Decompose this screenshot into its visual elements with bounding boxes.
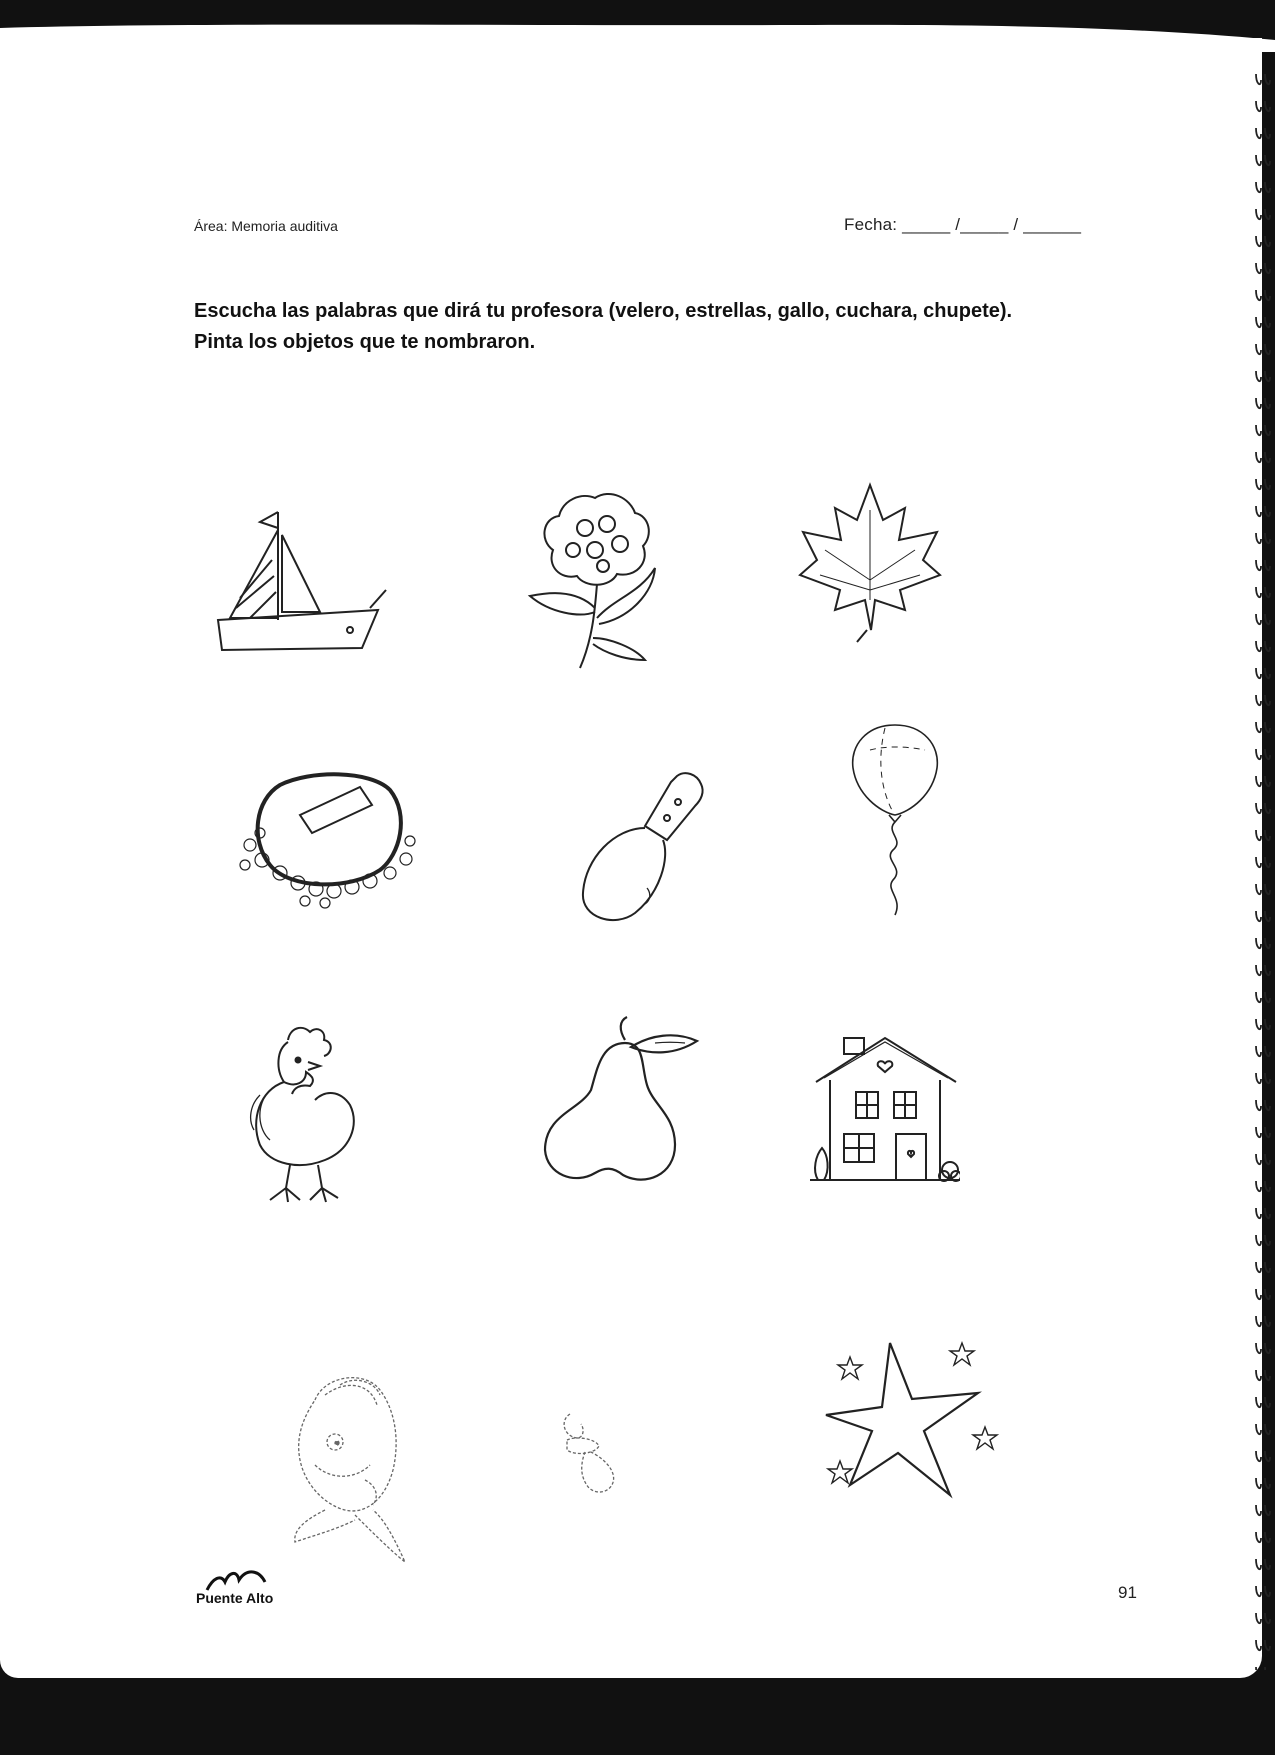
logo-text: Puente Alto: [196, 1590, 274, 1606]
instruction-line-1: Escucha las palabras que dirá tu profesora (velero, estrellas, gallo, cuchara, chupete).: [194, 300, 1013, 322]
maple-leaf-drawing: [795, 480, 945, 645]
pacifier-drawing: [555, 1408, 625, 1498]
spoon-drawing: [575, 768, 715, 928]
rooster-drawing: [240, 1020, 365, 1205]
balloon-drawing: [845, 720, 945, 920]
pear-drawing: [535, 1015, 705, 1185]
stars-drawing: [820, 1335, 1000, 1505]
date-field: Fecha: _____ /_____ / ______: [844, 215, 1082, 234]
sailboat-drawing: [210, 500, 400, 660]
flower-drawing: [525, 488, 665, 673]
scan-border-top: [0, 0, 1275, 24]
instructions: [194, 296, 1012, 358]
house-drawing: [810, 1030, 960, 1190]
fish-drawing: [285, 1370, 420, 1565]
area-label: Área: Memoria auditiva: [194, 218, 338, 234]
scan-border-bottom: [0, 1690, 1275, 1755]
spiral-binding: [1252, 70, 1275, 1670]
instruction-line-2: Pinta los objetos que te nombraron.: [194, 331, 536, 353]
soap-drawing: [230, 765, 420, 915]
page-number: 91: [1118, 1583, 1137, 1602]
scan-edge: [0, 22, 1275, 52]
